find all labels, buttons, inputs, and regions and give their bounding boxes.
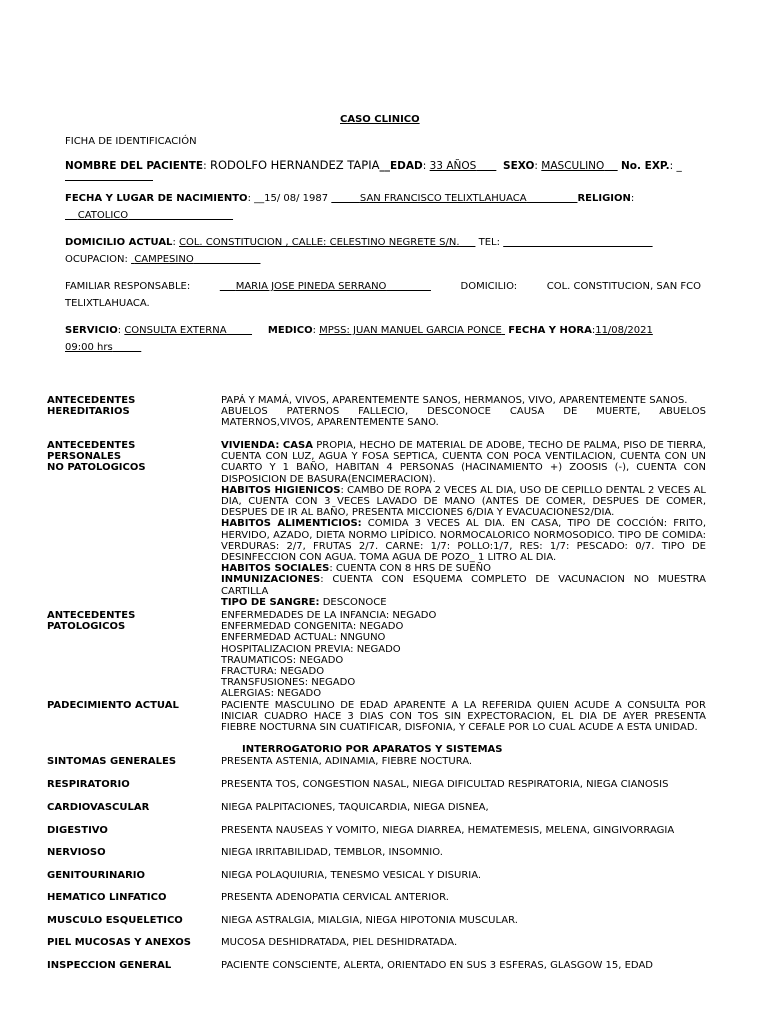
edad-label: EDAD — [390, 160, 423, 172]
nombre-sep: : — [203, 160, 210, 172]
lugar-value: SAN FRANCISCO TELIXTLAHUACA — [359, 193, 527, 204]
nombre-line: NOMBRE DEL PACIENTE: RODOLFO HERNANDEZ TAPIA__EDAD: 33 AÑOS SEXO: MASCULINO No. EXP.: _ — [65, 158, 682, 172]
hora-line — [65, 342, 141, 353]
sistema-label: NERVIOSO — [47, 847, 106, 858]
sistema-value: PRESENTA ADENOPATIA CERVICAL ANTERIOR. — [221, 892, 449, 903]
sistema-value: PRESENTA TOS, CONGESTION NASAL, NIEGA DIFICULTAD RESPIRATORIA, NIEGA CIANOSIS — [221, 779, 669, 790]
servicio-value: CONSULTA EXTERNA — [124, 325, 227, 336]
padecimiento-label: PADECIMIENTO ACTUAL — [47, 700, 179, 711]
patologico-item: ENFERMEDAD CONGENITA: NEGADO — [221, 621, 404, 633]
vivienda-paragraph: VIVIENDA: CASA PROPIA, HECHO DE MATERIAL DE ADOBE, TECHO DE PALMA, PISO DE TIERRA, CUENTA CON LUZ, AGUA Y FOSA SEPTICA, CUENTA CON POCA VENTILACION, CUENTA CON UN CUARTO Y 1 BAÑO, HABITAN 4 PERSONAS (HACINAMIENTO +) ZOOSIS (-), CUENTA CON DISPOSICION DE BASURA(ENCIMERACION). — [221, 440, 706, 485]
religion-line — [65, 210, 233, 221]
medico-sep: : — [312, 325, 320, 336]
familiar-line — [65, 281, 701, 292]
fecha-line — [65, 193, 634, 204]
fechahora-value: 11/08/2021 — [595, 325, 653, 336]
sistema-value: NIEGA ASTRALGIA, MIALGIA, NIEGA HIPOTONIA MUSCULAR. — [221, 915, 518, 926]
hereditarios-label: ANTECEDENTES HEREDITARIOS — [47, 395, 136, 418]
patologicos-label: ANTECEDENTES PATOLOGICOS — [47, 610, 136, 633]
patologico-item: ALERGIAS: NEGADO — [221, 688, 322, 700]
sistema-label: PIEL MUCOSAS Y ANEXOS — [47, 937, 191, 948]
domicilio-line — [65, 237, 653, 248]
familiar-dom-value: COL. CONSTITUCION, SAN FCO — [546, 281, 701, 292]
no-patologicos-text — [221, 440, 706, 608]
interrogatorio-title: INTERROGATORIO POR APARATOS Y SISTEMAS — [242, 744, 503, 755]
domicilio-value: COL. CONSTITUCION , CALLE: CELESTINO NEGRETE S/N. — [179, 237, 460, 248]
patologico-item: TRANSFUSIONES: NEGADO — [221, 677, 356, 689]
higienicos-paragraph: HABITOS HIGIENICOS: CAMBO DE ROPA 2 VECES AL DIA, USO DE CEPILLO DENTAL 2 VECES AL DIA, CUENTA CON 3 VECES LAVADO DE MANO (ANTES DE COMER, DESPUES DE COMER, DESPUES DE IR AL BAÑO, PRESENTA MICCIONES 6/DIA Y EVACUACIONES2/DIA. — [221, 484, 706, 519]
ocupacion-value: CAMPESINO — [134, 254, 194, 265]
medico-label: MEDICO — [267, 325, 313, 336]
servicio-line — [65, 325, 653, 336]
fecha-label: FECHA Y LUGAR DE NACIMIENTO — [65, 193, 248, 204]
padecimiento-text: PACIENTE MASCULINO DE EDAD APARENTE A LA REFERIDA QUIEN ACUDE A CONSULTA POR INICIAR CUADRO HACE 3 DIAS CON TOS SIN EXPECTORACION, EL DIA DE AYER PRESENTA FIEBRE NOCTURNA SIN CUATIFICAR, DISFONIA, Y CEFALE POR LO CUAL ACUDE A ESTA UNIDAD. — [221, 700, 706, 734]
nombre-value: RODOLFO HERNANDEZ TAPIA — [209, 158, 380, 172]
ocupacion-label: OCUPACION: — [65, 254, 132, 265]
fechahora-sep: : — [591, 325, 596, 336]
domicilio-sep: : — [172, 237, 179, 248]
servicio-sep: : — [117, 325, 125, 336]
exp-sep: : _ — [669, 160, 682, 172]
domicilio-label: DOMICILIO ACTUAL — [65, 237, 173, 248]
sexo-value: MASCULINO — [541, 160, 605, 172]
alimenticios-paragraph: HABITOS ALIMENTICIOS: COMIDA 3 VECES AL DIA. EN CASA, TIPO DE COCCIÓN: FRITO, HERVIDO, AZADO, DIETA NORMO LIPÍDICO. NORMOCALORICO NORMOSODICO. TIPO DE COMIDA: VERDURAS: 2/7, FRUTAS 2/7. CARNE: 1/7: POLLO:1/7, RES: 1/7: PESCADO: 0/7. TIPO DE DESINFECCION CON AGUA. TOMA AGUA DE POZO_ 1 LITRO AL DIA. — [221, 518, 706, 564]
exp-label: No. EXP. — [621, 160, 670, 172]
sistema-label: DIGESTIVO — [47, 825, 108, 836]
sistema-label: HEMATICO LINFATICO — [47, 892, 167, 903]
sistema-value: PRESENTA NAUSEAS Y VOMITO, NIEGA DIARREA, HEMATEMESIS, MELENA, GINGIVORRAGIA — [221, 825, 675, 836]
hereditarios-text: PAPÁ Y MAMÁ, VIVOS, APARENTEMENTE SANOS, HERMANOS, VIVO, APARENTEMENTE SANOS. ABUELOS PATERNOS FALLECIO, DESCONOCE CAUSA DE MUERTE, ABUELOS MATERNOS,VIVOS, APARENTEMENTE SANO. — [221, 395, 706, 429]
sistema-label: SINTOMAS GENERALES — [47, 756, 177, 767]
sangre-paragraph: TIPO DE SANGRE: DESCONOCE — [221, 596, 387, 608]
religion-sep: : — [630, 193, 635, 204]
familiar-dom-label: DOMICILIO: — [460, 281, 518, 292]
familiar-dom-value-2: TELIXTLAHUACA. — [65, 298, 150, 309]
nombre-label: NOMBRE DEL PACIENTE — [65, 160, 204, 172]
sistema-label: CARDIOVASCULAR — [47, 802, 150, 813]
servicio-label: SERVICIO — [65, 325, 118, 336]
inmunizaciones-paragraph: INMUNIZACIONES: CUENTA CON ESQUEMA COMPLETO DE VACUNACION NO MUESTRA CARTILLA — [221, 574, 706, 597]
tel-label: TEL: — [478, 237, 500, 248]
religion-label: RELIGION — [577, 193, 631, 204]
exp-blank-line — [65, 180, 153, 181]
patologico-item: HOSPITALIZACION PREVIA: NEGADO — [221, 643, 401, 655]
edad-sep: : — [422, 160, 430, 172]
sistema-value: PACIENTE CONSCIENTE, ALERTA, ORIENTADO EN SUS 3 ESFERAS, GLASGOW 15, EDAD — [221, 960, 653, 971]
familiar-label: FAMILIAR RESPONSABLE: — [65, 281, 191, 292]
hora-value: 09:00 hrs — [65, 342, 113, 353]
sociales-paragraph: HABITOS SOCIALES: CUENTA CON 8 HRS DE SUEÑO — [221, 563, 491, 575]
fecha-sep: : __ — [247, 193, 265, 204]
ocupacion-line — [65, 254, 260, 265]
ficha-heading: FICHA DE IDENTIFICACIÓN — [65, 136, 197, 147]
sistema-value: NIEGA IRRITABILIDAD, TEMBLOR, INSOMNIO. — [221, 847, 443, 858]
patologicos-list — [221, 610, 706, 700]
medico-value: MPSS: JUAN MANUEL GARCIA PONCE — [319, 325, 502, 336]
familiar-value: MARIA JOSE PINEDA SERRANO — [235, 281, 387, 292]
patologico-item: FRACTURA: NEGADO — [221, 666, 325, 678]
sistema-label: MUSCULO ESQUELETICO — [47, 915, 183, 926]
sistema-value: NIEGA POLAQUIURIA, TENESMO VESICAL Y DISURIA. — [221, 870, 482, 881]
sistema-value: NIEGA PALPITACIONES, TAQUICARDIA, NIEGA DISNEA, — [221, 802, 489, 813]
sexo-sep: : — [534, 160, 542, 172]
sistema-value: MUCOSA DESHIDRATADA, PIEL DESHIDRATADA. — [221, 937, 458, 948]
sistema-label: GENITOURINARIO — [47, 870, 146, 881]
fechahora-label: FECHA Y HORA — [508, 325, 592, 336]
sistema-label: INSPECCION GENERAL — [47, 960, 172, 971]
patologico-item: ENFERMEDADES DE LA INFANCIA: NEGADO — [221, 610, 437, 621]
patologico-item: TRAUMATICOS: NEGADO — [221, 654, 344, 666]
sistema-label: RESPIRATORIO — [47, 779, 130, 790]
religion-value: CATOLICO — [77, 210, 129, 221]
edad-value: 33 AÑOS — [429, 160, 477, 172]
document-title: CASO CLINICO — [340, 114, 420, 125]
fecha-value: 15/ 08/ 1987 — [264, 193, 329, 204]
no-patologicos-label: ANTECEDENTES PERSONALES NO PATOLOGICOS — [47, 440, 146, 474]
hereditarios-line-2: ABUELOS PATERNOS FALLECIO, DESCONOCE CAUSA DE MUERTE, ABUELOS — [221, 406, 706, 418]
patologico-item: ENFERMEDAD ACTUAL: NNGUNO — [221, 632, 386, 644]
sistema-value: PRESENTA ASTENIA, ADINAMIA, FIEBRE NOCTURA. — [221, 756, 473, 767]
sexo-label: SEXO — [503, 160, 535, 172]
